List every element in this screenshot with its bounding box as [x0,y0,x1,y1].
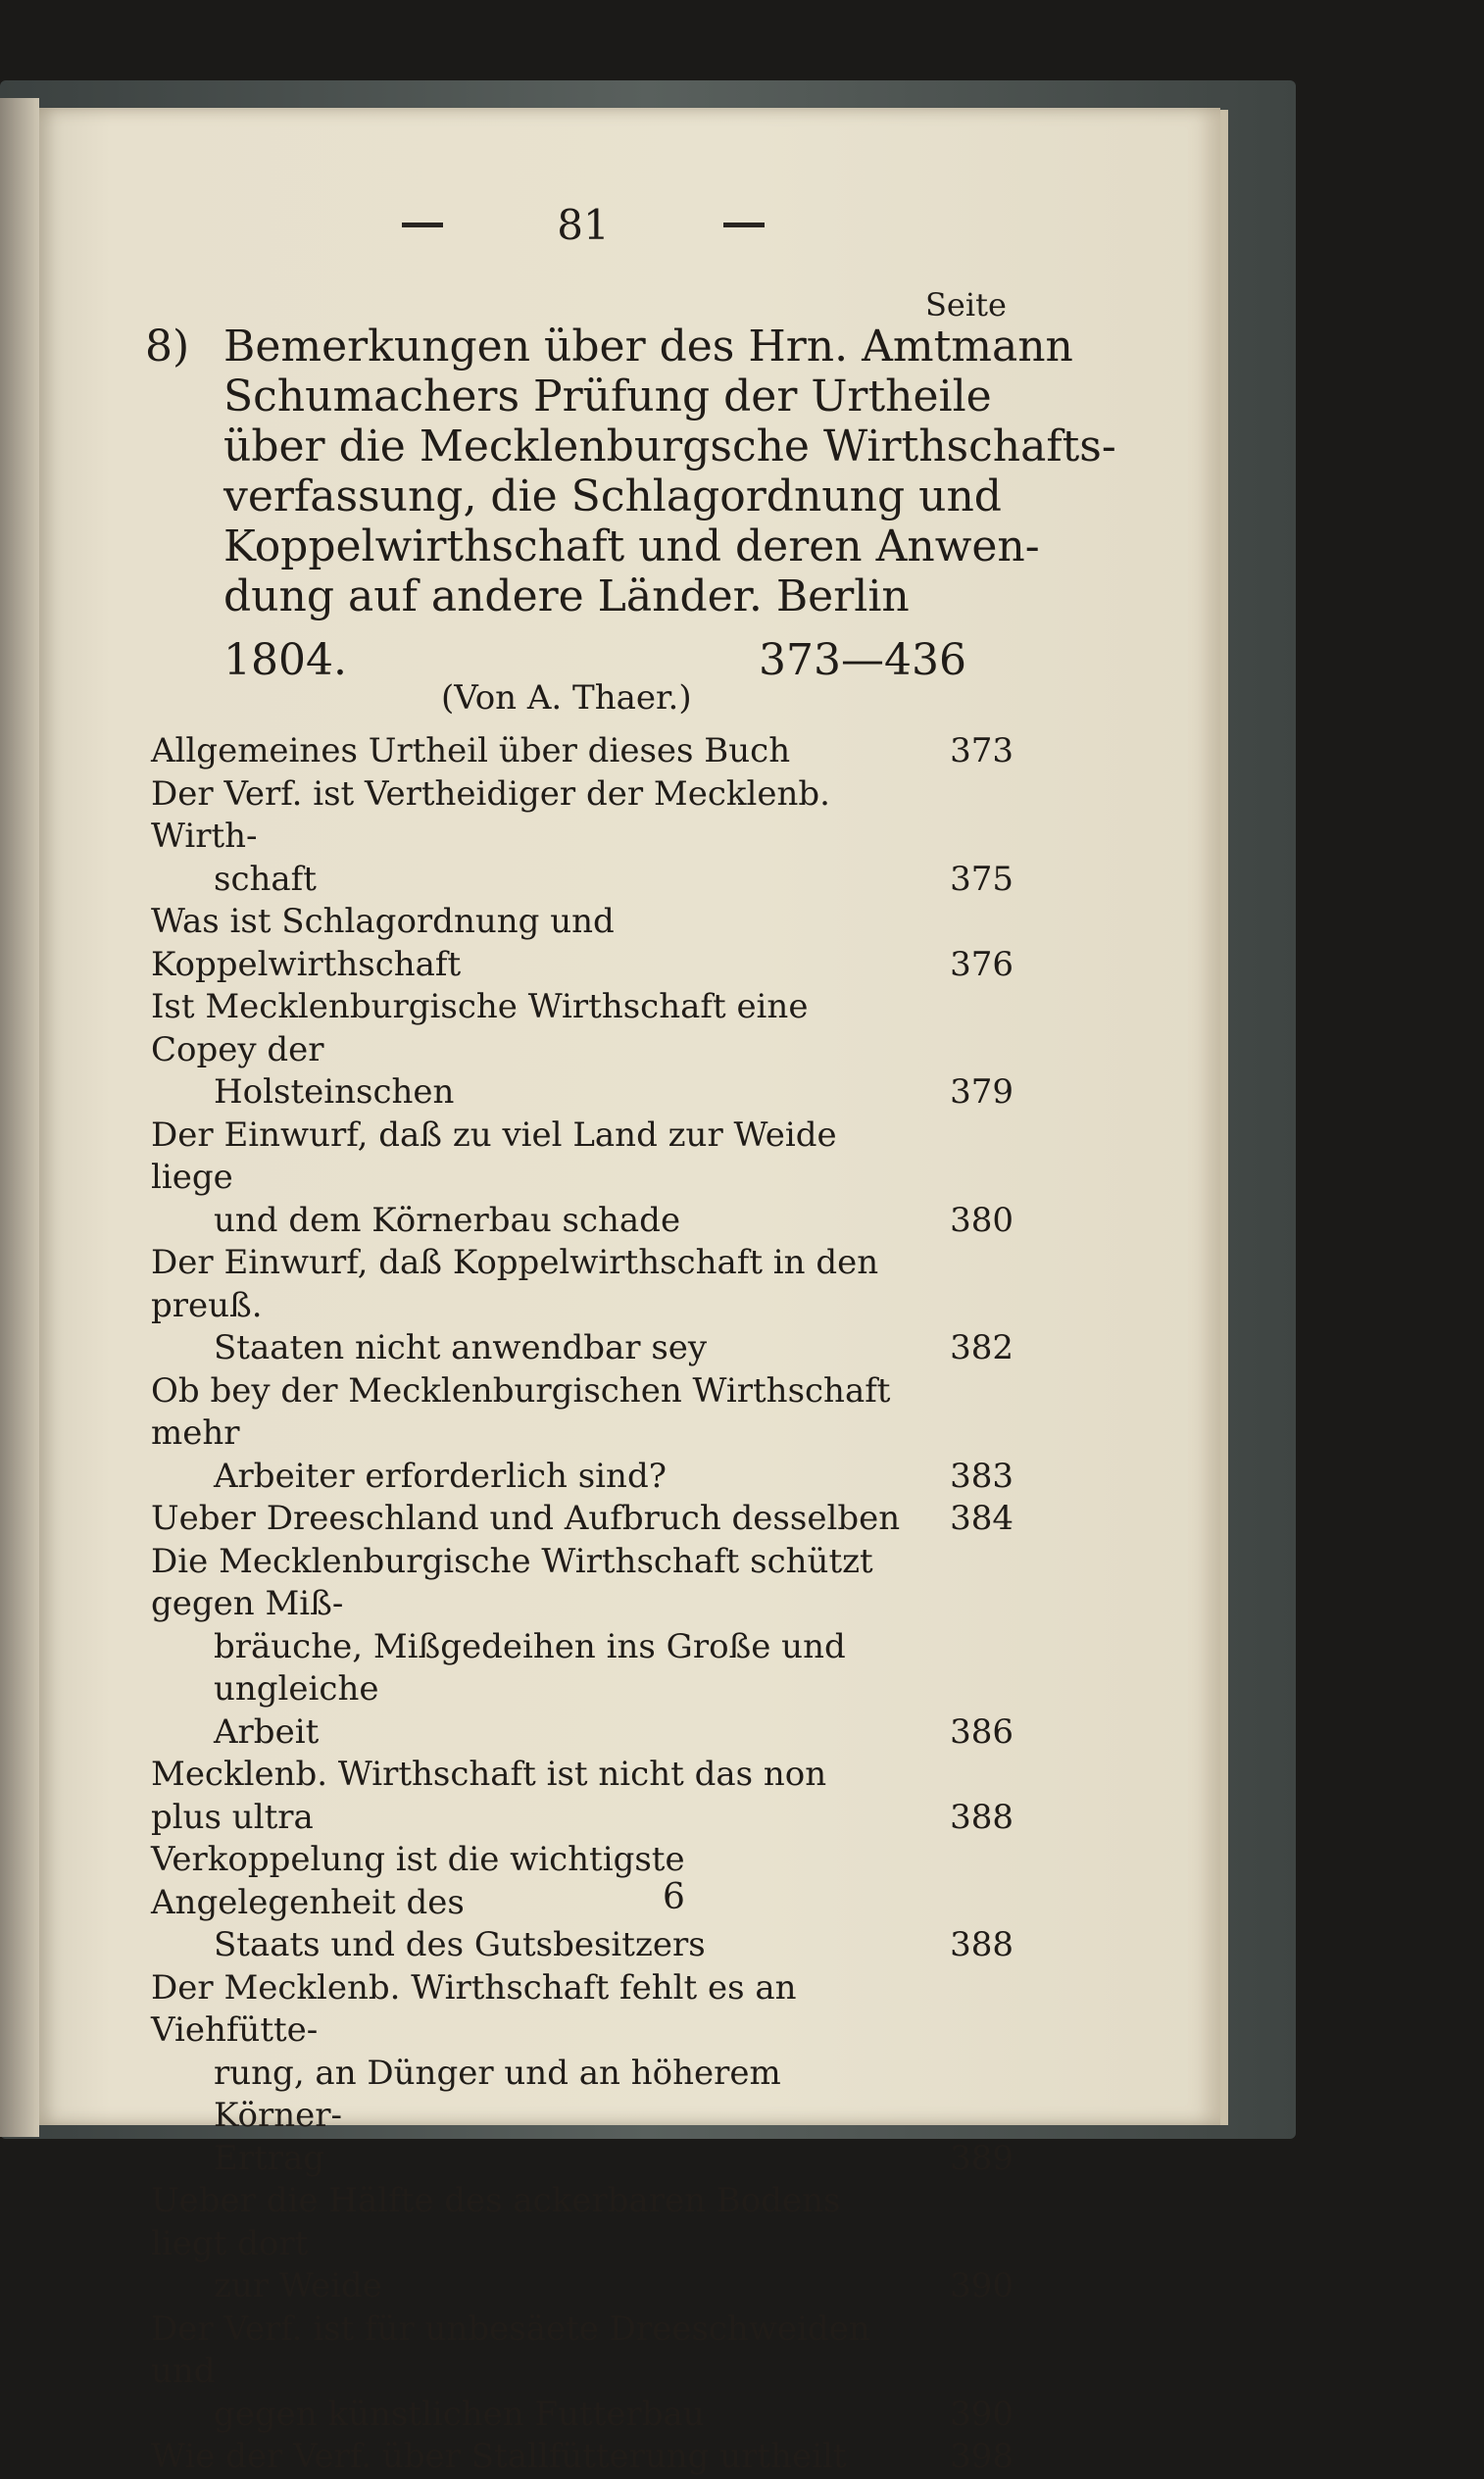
toc-entry-text: Ueber Dreeschland und Aufbruch desselben [151,1499,901,1538]
toc-entry-page: 388 [950,1797,1014,1837]
toc-entry-page: 383 [950,1456,1014,1496]
toc-entry-page: 375 [950,859,1014,899]
toc-entry-page: 388 [950,1925,1014,1964]
toc-entry-text: Allgemeines Urtheil über dieses Buch [151,731,791,770]
title-line: Koppelwirthschaft und deren Anwen- [223,521,1040,571]
toc-entry-text: schaft [214,859,317,899]
toc-entry-page: 376 [950,944,1014,984]
toc-entry-text: Mecklenb. Wirthschaft ist nicht das non plus ultra [151,1755,827,1837]
toc-entry [151,1541,1014,1755]
toc-entry-text: bräuche, Mißgedeihen ins Große und ungleiche [214,1626,846,1709]
toc-entry-text: zur Weide [214,2266,382,2305]
toc-entry-page: 390 [950,2266,1014,2305]
toc-entry-text: Arbeit [214,1711,320,1752]
title-line: verfassung, die Schlagordnung und [223,471,1002,521]
toc-entry-text: Ob bey der Mecklenburgischen Wirthschaft mehr [151,1370,891,1453]
section-heading [145,322,1116,685]
toc-entry-text: und dem Körnerbau schade [214,1200,681,1240]
toc-entry-page: 398 [950,2437,1014,2476]
toc-entry-text: Verkoppelung ist die wichtigste Angelegenheit des [151,1840,685,1922]
toc-entry [151,1115,1014,1243]
toc-entry-text: Der Einwurf, daß Koppelwirthschaft in den preuß. [151,1243,879,1325]
toc-entry-text: Ertrag [214,2138,325,2178]
table-of-contents [151,730,1014,2479]
left-dash [402,223,443,227]
title-line: über die Mecklenburgsche Wirthschafts- [223,421,1116,471]
toc-entry-text: Der Verf. ist für unbesäete Dreeschweiden und [151,2308,870,2391]
toc-entry-text: Der Einwurf, daß zu viel Land zur Weide liege [151,1115,837,1197]
page-range: 373—436 [759,635,966,685]
facing-page-edge [0,98,39,2137]
title-line: Schumachers Prüfung der Urtheile [223,372,992,421]
publication-year: 1804. [223,635,347,685]
toc-entry [151,1967,1014,2181]
toc-entry-page: 386 [950,1711,1014,1752]
toc-entry-text: Staaten nicht anwendbar sey [214,1328,708,1367]
toc-entry [151,2436,1014,2479]
title-line: Bemerkungen über des Hrn. Amtmann [223,322,1073,372]
toc-entry [151,1370,1014,1499]
toc-entry [151,730,1014,773]
toc-entry-page: 384 [950,1499,1014,1538]
toc-entry-page: 382 [950,1328,1014,1367]
running-head [402,201,765,249]
right-dash [723,223,765,227]
toc-entry-text: Staats und des Gutsbesitzers [214,1925,706,1964]
toc-entry-text: Der Verf. ist Vertheidiger der Mecklenb. Wirth- [151,773,830,856]
page-number: 81 [557,201,610,249]
author-line: (Von A. Thaer.) [441,678,692,718]
section-number: 8) [145,322,190,372]
heading-title [145,322,1116,621]
toc-entry-page: 373 [950,731,1014,770]
toc-entry [151,1242,1014,1370]
toc-entry-page: 379 [950,1072,1014,1112]
toc-entry [151,901,1014,986]
toc-entry [151,1754,1014,1839]
toc-entry-text: Wie der Verf. über Stallfütterung urtheilt [151,2437,847,2476]
toc-entry-text: Der Mecklenb. Wirthschaft fehlt es an Viehfütte- [151,1967,797,2050]
toc-entry-page: 380 [950,1200,1014,1240]
page-edge [1220,110,1228,2125]
toc-entry [151,773,1014,902]
toc-entry [151,1498,1014,1541]
toc-entry-text: gegen künstlichen Futterbau [214,2394,705,2434]
title-line: dung auf andere Länder. Berlin [223,571,910,621]
toc-entry [151,2308,1014,2437]
column-label: Seite [925,286,1007,323]
toc-entry [151,1839,1014,1967]
toc-entry-page: 390 [950,2394,1014,2434]
toc-entry-page: 389 [950,2138,1014,2178]
toc-entry-text: Ueber die Hälfte des ackerbaren Bodens liegt dort [151,2181,841,2263]
toc-entry [151,2180,1014,2308]
toc-entry-text: Ist Mecklenburgische Wirthschaft eine Copey der [151,987,809,1069]
toc-entry-text: rung, an Dünger und an höherem Körner- [214,2053,781,2135]
toc-entry-text: Was ist Schlagordnung und Koppelwirthschaft [151,902,615,984]
toc-entry-text: Arbeiter erforderlich sind? [214,1456,667,1496]
toc-entry-text: Die Mecklenburgische Wirthschaft schützt gegen Miß- [151,1541,873,1623]
signature-mark: 6 [663,1877,685,1917]
toc-entry-text: Holsteinschen [214,1072,455,1112]
toc-entry [151,986,1014,1115]
